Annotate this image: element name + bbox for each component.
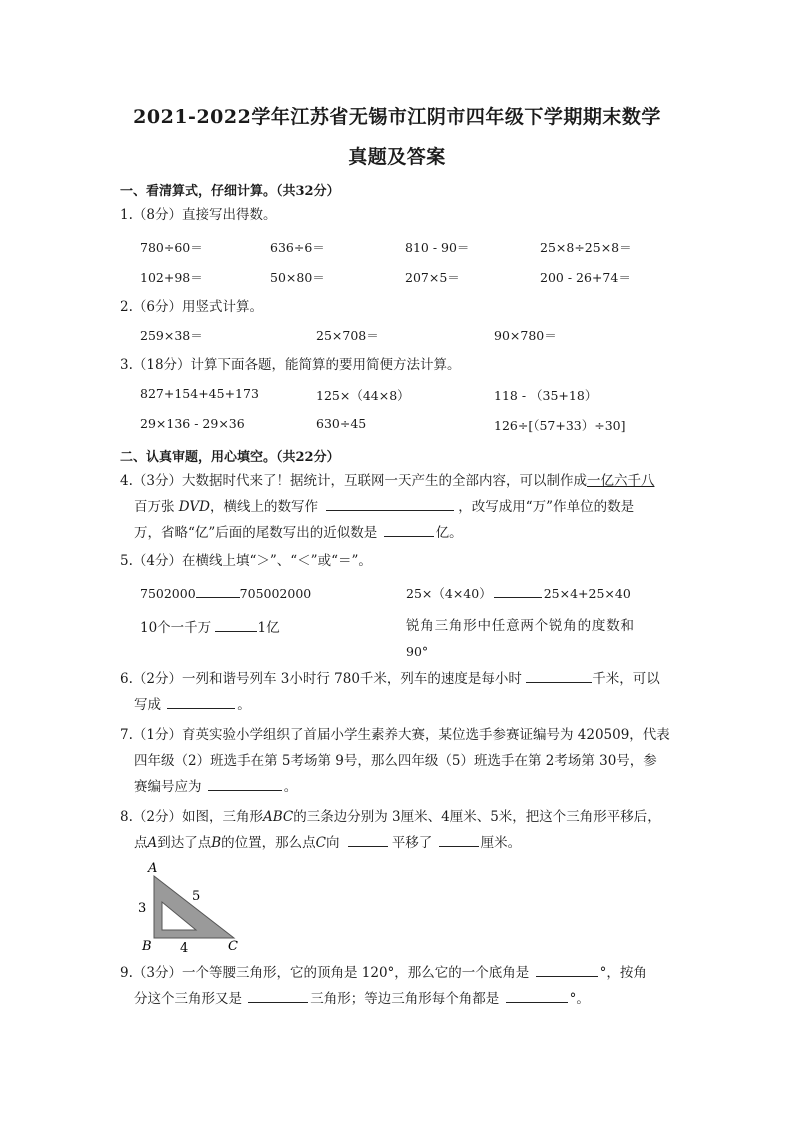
q9-text: 三角形；等边三角形每个角都是: [310, 991, 500, 1007]
question-3-label: 3.（18分）计算下面各题，能简算的要用简便方法计算。: [120, 357, 461, 373]
q5-right: 25×4+25×40: [543, 586, 631, 601]
q4-dvd: DVD: [178, 499, 210, 515]
question-5-label: 5.（4分）在横线上填“＞”、“＜”或“＝”。: [120, 553, 372, 569]
q8-blank-distance[interactable]: [439, 833, 479, 847]
q9-text: °，按角: [599, 965, 647, 981]
q5-compare-c: [140, 616, 280, 636]
q9-text: 9.（3分）一个等腰三角形，它的顶角是 120°，那么它的一个底角是: [120, 965, 530, 981]
q3-item: 630÷45: [316, 416, 367, 431]
q9-text: 分这个三角形又是: [134, 991, 242, 1007]
q8-text: 到达了点: [157, 835, 212, 851]
q6-text: 写成: [134, 697, 161, 713]
q5-left: 10个一千万: [140, 620, 212, 636]
q1-item: 780÷60＝: [140, 240, 203, 255]
q8-text: 的位置，那么点: [221, 835, 316, 851]
page-title-line2: 真题及答案: [348, 146, 446, 168]
q6-text: 。: [237, 697, 251, 713]
q3-item: 125×（44×8）: [316, 388, 410, 403]
question-1-label: 1.（8分）直接写出得数。: [120, 207, 277, 223]
q5-compare-b: [406, 584, 631, 602]
q5-blank[interactable]: [215, 618, 257, 632]
q1-item: 636÷6＝: [270, 240, 325, 255]
q8-text: 的三条边分别为 3厘米、4厘米、5米，把这个三角形平移后，: [293, 809, 661, 825]
q4-text: 万，省略“亿”后面的尾数写出的近似数是: [134, 525, 378, 541]
q8-abc: ABC: [262, 809, 294, 825]
q3-item: 29×136 - 29×36: [140, 416, 245, 431]
q8-text: 平移了: [391, 835, 433, 851]
side-4: 4: [180, 941, 189, 954]
q6-blank-written[interactable]: [167, 695, 235, 709]
question-4: [120, 468, 680, 546]
q2-item: 90×780＝: [494, 328, 557, 343]
side-3: 3: [138, 901, 147, 916]
q4-text: ，横线上的数写作: [209, 499, 318, 515]
q9-blank-equilateral[interactable]: [506, 989, 568, 1003]
side-5: 5: [192, 889, 201, 904]
q5-right: 705002000: [239, 586, 312, 601]
q1-item: 50×80＝: [270, 270, 325, 285]
q4-text: 亿。: [435, 525, 463, 541]
q5-left: 25×（4×40）: [406, 586, 492, 601]
question-9: [120, 960, 680, 1012]
q5-compare-a: [140, 584, 311, 601]
q4-blank-written[interactable]: [326, 497, 454, 511]
q8-text: 8.（2分）如图，三角形: [120, 809, 263, 825]
q7-text: 四年级（2）班选手在第 5考场第 9号，那么四年级（5）班选手在第 2考场第 30号，参: [134, 753, 657, 769]
section-1-heading: 一、看清算式，仔细计算。（共32分）: [120, 184, 340, 199]
q6-text: 6.（2分）一列和谐号列车 3小时行 780千米，列车的速度是每小时: [120, 671, 522, 687]
q5-right: 1亿: [257, 620, 280, 636]
q1-item: 200 - 26+74＝: [540, 270, 631, 285]
q6-text: 千米，可以: [592, 671, 660, 687]
triangle-figure: [134, 858, 250, 954]
label-c: C: [228, 939, 238, 954]
q8-point-a: A: [147, 835, 158, 851]
question-6: [120, 666, 680, 718]
q4-text: ，改写成用“万”作单位的数是: [458, 499, 635, 515]
q8-text: 点: [134, 835, 148, 851]
q2-item: 25×708＝: [316, 328, 379, 343]
q5-compare-d-right: 90°: [406, 644, 429, 659]
q4-blank-approx[interactable]: [384, 523, 434, 537]
question-8: [120, 804, 680, 856]
q9-text: °。: [569, 991, 590, 1007]
q4-text: 百万张: [134, 499, 175, 515]
q4-underlined-number: 一亿六千八: [586, 473, 655, 489]
q1-item: 207×5＝: [405, 270, 460, 285]
q5-blank[interactable]: [196, 584, 240, 598]
q7-text: 。: [283, 779, 298, 795]
q1-item: 810 - 90＝: [405, 240, 470, 255]
q3-item: 118 - （35+18）: [494, 388, 598, 403]
q3-item: 827+154+45+173: [140, 386, 259, 401]
q5-left: 7502000: [140, 586, 196, 601]
question-2-label: 2.（6分）用竖式计算。: [120, 299, 263, 315]
label-a: A: [148, 861, 158, 876]
q7-text: 7.（1分）育英实验小学组织了首届小学生素养大赛，某位选手参赛证编号为 420509，代表: [120, 727, 670, 743]
q6-blank-speed[interactable]: [526, 669, 592, 683]
q7-text: 赛编号应为: [134, 779, 202, 795]
q9-blank-type[interactable]: [248, 989, 308, 1003]
page-title: 2021-2022学年江苏省无锡市江阴市四年级下学期期末数学: [133, 106, 661, 128]
q4-text: 4.（3分）大数据时代来了！据统计，互联网一天产生的全部内容，可以制作成: [120, 473, 587, 489]
section-2-heading: 二、认真审题，用心填空。（共22分）: [120, 450, 340, 465]
q5-compare-d: 锐角三角形中任意两个锐角的度数和: [406, 618, 635, 634]
q1-item: 102+98＝: [140, 270, 203, 285]
q2-item: 259×38＝: [140, 328, 203, 343]
q8-text: 厘米。: [480, 835, 522, 851]
q8-point-b: B: [211, 835, 222, 851]
q1-item: 25×8÷25×8＝: [540, 240, 632, 255]
q8-blank-direction[interactable]: [348, 833, 388, 847]
q7-blank[interactable]: [208, 777, 282, 791]
q9-blank-base-angle[interactable]: [536, 963, 598, 977]
q3-item: 126÷[（57+33）÷30]: [494, 418, 626, 433]
q8-point-c: C: [315, 835, 327, 851]
q8-text: 向: [326, 835, 340, 851]
question-7: [120, 722, 680, 800]
label-b: B: [142, 939, 152, 954]
q5-blank[interactable]: [494, 584, 542, 598]
